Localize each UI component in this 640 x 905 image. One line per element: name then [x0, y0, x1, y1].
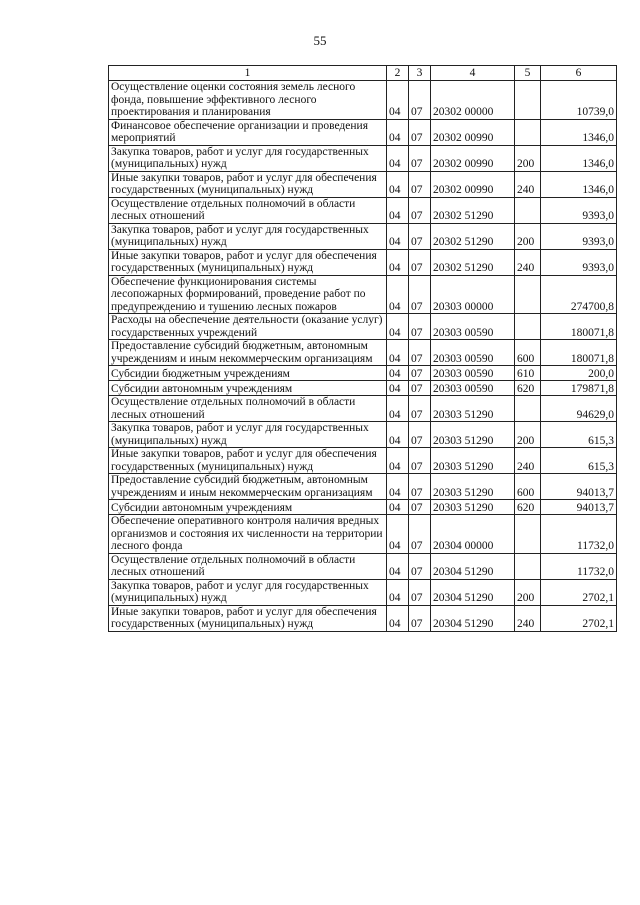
row-name: Субсидии автономным учреждениям — [109, 500, 387, 515]
row-section: 04 — [387, 197, 409, 223]
row-name: Осуществление отдельных полномочий в области лесных отношений — [109, 197, 387, 223]
row-target-code: 20303 00590 — [431, 381, 515, 396]
row-target-code: 20303 00590 — [431, 366, 515, 381]
row-expense-type: 600 — [515, 340, 541, 366]
row-amount: 1346,0 — [541, 119, 617, 145]
row-subsection: 07 — [409, 275, 431, 314]
table-row — [109, 500, 617, 515]
row-section: 04 — [387, 605, 409, 631]
row-amount: 615,3 — [541, 422, 617, 448]
row-expense-type: 610 — [515, 366, 541, 381]
page-number: 55 — [313, 33, 327, 48]
row-section: 04 — [387, 223, 409, 249]
row-subsection: 07 — [409, 340, 431, 366]
row-name: Субсидии бюджетным учреждениям — [109, 366, 387, 381]
table-row — [109, 275, 617, 314]
row-name: Закупка товаров, работ и услуг для государственных (муниципальных) нужд — [109, 223, 387, 249]
row-section: 04 — [387, 515, 409, 554]
row-name: Осуществление оценки состояния земель лесного фонда, повышение эффективного лесного проектирования и планирования — [109, 81, 387, 120]
row-amount: 9393,0 — [541, 249, 617, 275]
row-name: Иные закупки товаров, работ и услуг для обеспечения государственных (муниципальных) нужд — [109, 171, 387, 197]
row-expense-type — [515, 81, 541, 120]
row-amount: 274700,8 — [541, 275, 617, 314]
row-name: Иные закупки товаров, работ и услуг для обеспечения государственных (муниципальных) нужд — [109, 249, 387, 275]
row-target-code: 20303 00000 — [431, 275, 515, 314]
row-amount: 200,0 — [541, 366, 617, 381]
row-expense-type: 200 — [515, 145, 541, 171]
row-target-code: 20303 51290 — [431, 474, 515, 500]
row-subsection: 07 — [409, 500, 431, 515]
row-section: 04 — [387, 500, 409, 515]
row-section: 04 — [387, 381, 409, 396]
row-amount: 2702,1 — [541, 579, 617, 605]
row-target-code: 20303 00590 — [431, 314, 515, 340]
row-subsection: 07 — [409, 515, 431, 554]
header-col-4: 4 — [431, 66, 515, 81]
row-target-code: 20303 51290 — [431, 500, 515, 515]
row-name: Закупка товаров, работ и услуг для государственных (муниципальных) нужд — [109, 579, 387, 605]
row-amount: 94013,7 — [541, 500, 617, 515]
row-expense-type: 240 — [515, 249, 541, 275]
row-section: 04 — [387, 422, 409, 448]
row-subsection: 07 — [409, 553, 431, 579]
header-col-6: 6 — [541, 66, 617, 81]
header-col-5: 5 — [515, 66, 541, 81]
row-subsection: 07 — [409, 579, 431, 605]
row-section: 04 — [387, 81, 409, 120]
row-section: 04 — [387, 314, 409, 340]
table-row — [109, 197, 617, 223]
row-target-code: 20302 00990 — [431, 145, 515, 171]
table-row — [109, 396, 617, 422]
row-section: 04 — [387, 275, 409, 314]
row-subsection: 07 — [409, 396, 431, 422]
row-subsection: 07 — [409, 119, 431, 145]
row-name: Предоставление субсидий бюджетным, автономным учреждениям и иным некоммерческим организациям — [109, 474, 387, 500]
row-name: Закупка товаров, работ и услуг для государственных (муниципальных) нужд — [109, 145, 387, 171]
row-subsection: 07 — [409, 448, 431, 474]
row-expense-type: 240 — [515, 605, 541, 631]
row-name: Закупка товаров, работ и услуг для государственных (муниципальных) нужд — [109, 422, 387, 448]
row-amount: 9393,0 — [541, 223, 617, 249]
row-name: Иные закупки товаров, работ и услуг для обеспечения государственных (муниципальных) нужд — [109, 605, 387, 631]
header-col-3: 3 — [409, 66, 431, 81]
row-expense-type: 200 — [515, 579, 541, 605]
row-subsection: 07 — [409, 474, 431, 500]
row-expense-type — [515, 396, 541, 422]
row-section: 04 — [387, 171, 409, 197]
row-expense-type: 620 — [515, 500, 541, 515]
row-subsection: 07 — [409, 81, 431, 120]
row-amount: 11732,0 — [541, 515, 617, 554]
row-target-code: 20302 51290 — [431, 249, 515, 275]
row-subsection: 07 — [409, 366, 431, 381]
table-row — [109, 474, 617, 500]
table-row — [109, 605, 617, 631]
row-target-code: 20302 00990 — [431, 171, 515, 197]
row-amount: 1346,0 — [541, 145, 617, 171]
row-expense-type: 200 — [515, 422, 541, 448]
table-row — [109, 579, 617, 605]
row-subsection: 07 — [409, 381, 431, 396]
row-name: Обеспечение оперативного контроля наличия вредных организмов и состояния их численности на территории лесного фонда — [109, 515, 387, 554]
row-expense-type: 620 — [515, 381, 541, 396]
table-row — [109, 340, 617, 366]
row-target-code: 20302 51290 — [431, 223, 515, 249]
row-target-code: 20304 00000 — [431, 515, 515, 554]
row-name: Финансовое обеспечение организации и проведения мероприятий — [109, 119, 387, 145]
row-section: 04 — [387, 448, 409, 474]
row-expense-type — [515, 515, 541, 554]
table-header-row — [109, 66, 617, 81]
row-amount: 615,3 — [541, 448, 617, 474]
row-name: Осуществление отдельных полномочий в области лесных отношений — [109, 553, 387, 579]
row-name: Обеспечение функционирования системы лесопожарных формирований, проведение работ по предупреждению и тушению лесных пожаров — [109, 275, 387, 314]
row-expense-type — [515, 275, 541, 314]
table-row — [109, 81, 617, 120]
row-section: 04 — [387, 474, 409, 500]
row-section: 04 — [387, 396, 409, 422]
table-row — [109, 171, 617, 197]
table-row — [109, 366, 617, 381]
row-target-code: 20304 51290 — [431, 553, 515, 579]
table-row — [109, 119, 617, 145]
row-amount: 94013,7 — [541, 474, 617, 500]
row-subsection: 07 — [409, 145, 431, 171]
row-expense-type — [515, 119, 541, 145]
table-row — [109, 145, 617, 171]
row-amount: 180071,8 — [541, 340, 617, 366]
row-section: 04 — [387, 553, 409, 579]
row-subsection: 07 — [409, 422, 431, 448]
table-row — [109, 314, 617, 340]
row-target-code: 20303 51290 — [431, 396, 515, 422]
row-expense-type — [515, 314, 541, 340]
row-expense-type: 240 — [515, 448, 541, 474]
row-section: 04 — [387, 249, 409, 275]
row-section: 04 — [387, 579, 409, 605]
table-row — [109, 553, 617, 579]
row-amount: 11732,0 — [541, 553, 617, 579]
row-target-code: 20303 51290 — [431, 448, 515, 474]
row-amount: 180071,8 — [541, 314, 617, 340]
table-row — [109, 422, 617, 448]
row-section: 04 — [387, 366, 409, 381]
row-target-code: 20304 51290 — [431, 605, 515, 631]
row-amount: 1346,0 — [541, 171, 617, 197]
budget-table — [108, 65, 617, 632]
row-subsection: 07 — [409, 171, 431, 197]
table-row — [109, 249, 617, 275]
row-section: 04 — [387, 340, 409, 366]
row-expense-type — [515, 197, 541, 223]
row-section: 04 — [387, 119, 409, 145]
row-expense-type: 600 — [515, 474, 541, 500]
row-target-code: 20302 00000 — [431, 81, 515, 120]
row-subsection: 07 — [409, 223, 431, 249]
row-amount: 10739,0 — [541, 81, 617, 120]
row-subsection: 07 — [409, 249, 431, 275]
row-name: Осуществление отдельных полномочий в области лесных отношений — [109, 396, 387, 422]
row-amount: 9393,0 — [541, 197, 617, 223]
table-row — [109, 448, 617, 474]
table-row — [109, 223, 617, 249]
row-subsection: 07 — [409, 605, 431, 631]
header-col-2: 2 — [387, 66, 409, 81]
row-target-code: 20304 51290 — [431, 579, 515, 605]
row-target-code: 20302 51290 — [431, 197, 515, 223]
row-target-code: 20302 00990 — [431, 119, 515, 145]
row-section: 04 — [387, 145, 409, 171]
row-expense-type: 200 — [515, 223, 541, 249]
row-name: Иные закупки товаров, работ и услуг для обеспечения государственных (муниципальных) нужд — [109, 448, 387, 474]
row-name: Субсидии автономным учреждениям — [109, 381, 387, 396]
row-amount: 2702,1 — [541, 605, 617, 631]
row-target-code: 20303 00590 — [431, 340, 515, 366]
row-subsection: 07 — [409, 197, 431, 223]
table-row — [109, 381, 617, 396]
header-col-1: 1 — [109, 66, 387, 81]
row-amount: 94629,0 — [541, 396, 617, 422]
row-name: Расходы на обеспечение деятельности (оказание услуг) государственных учреждений — [109, 314, 387, 340]
row-name: Предоставление субсидий бюджетным, автономным учреждениям и иным некоммерческим организациям — [109, 340, 387, 366]
row-target-code: 20303 51290 — [431, 422, 515, 448]
row-subsection: 07 — [409, 314, 431, 340]
row-expense-type: 240 — [515, 171, 541, 197]
row-amount: 179871,8 — [541, 381, 617, 396]
table-row — [109, 515, 617, 554]
row-expense-type — [515, 553, 541, 579]
